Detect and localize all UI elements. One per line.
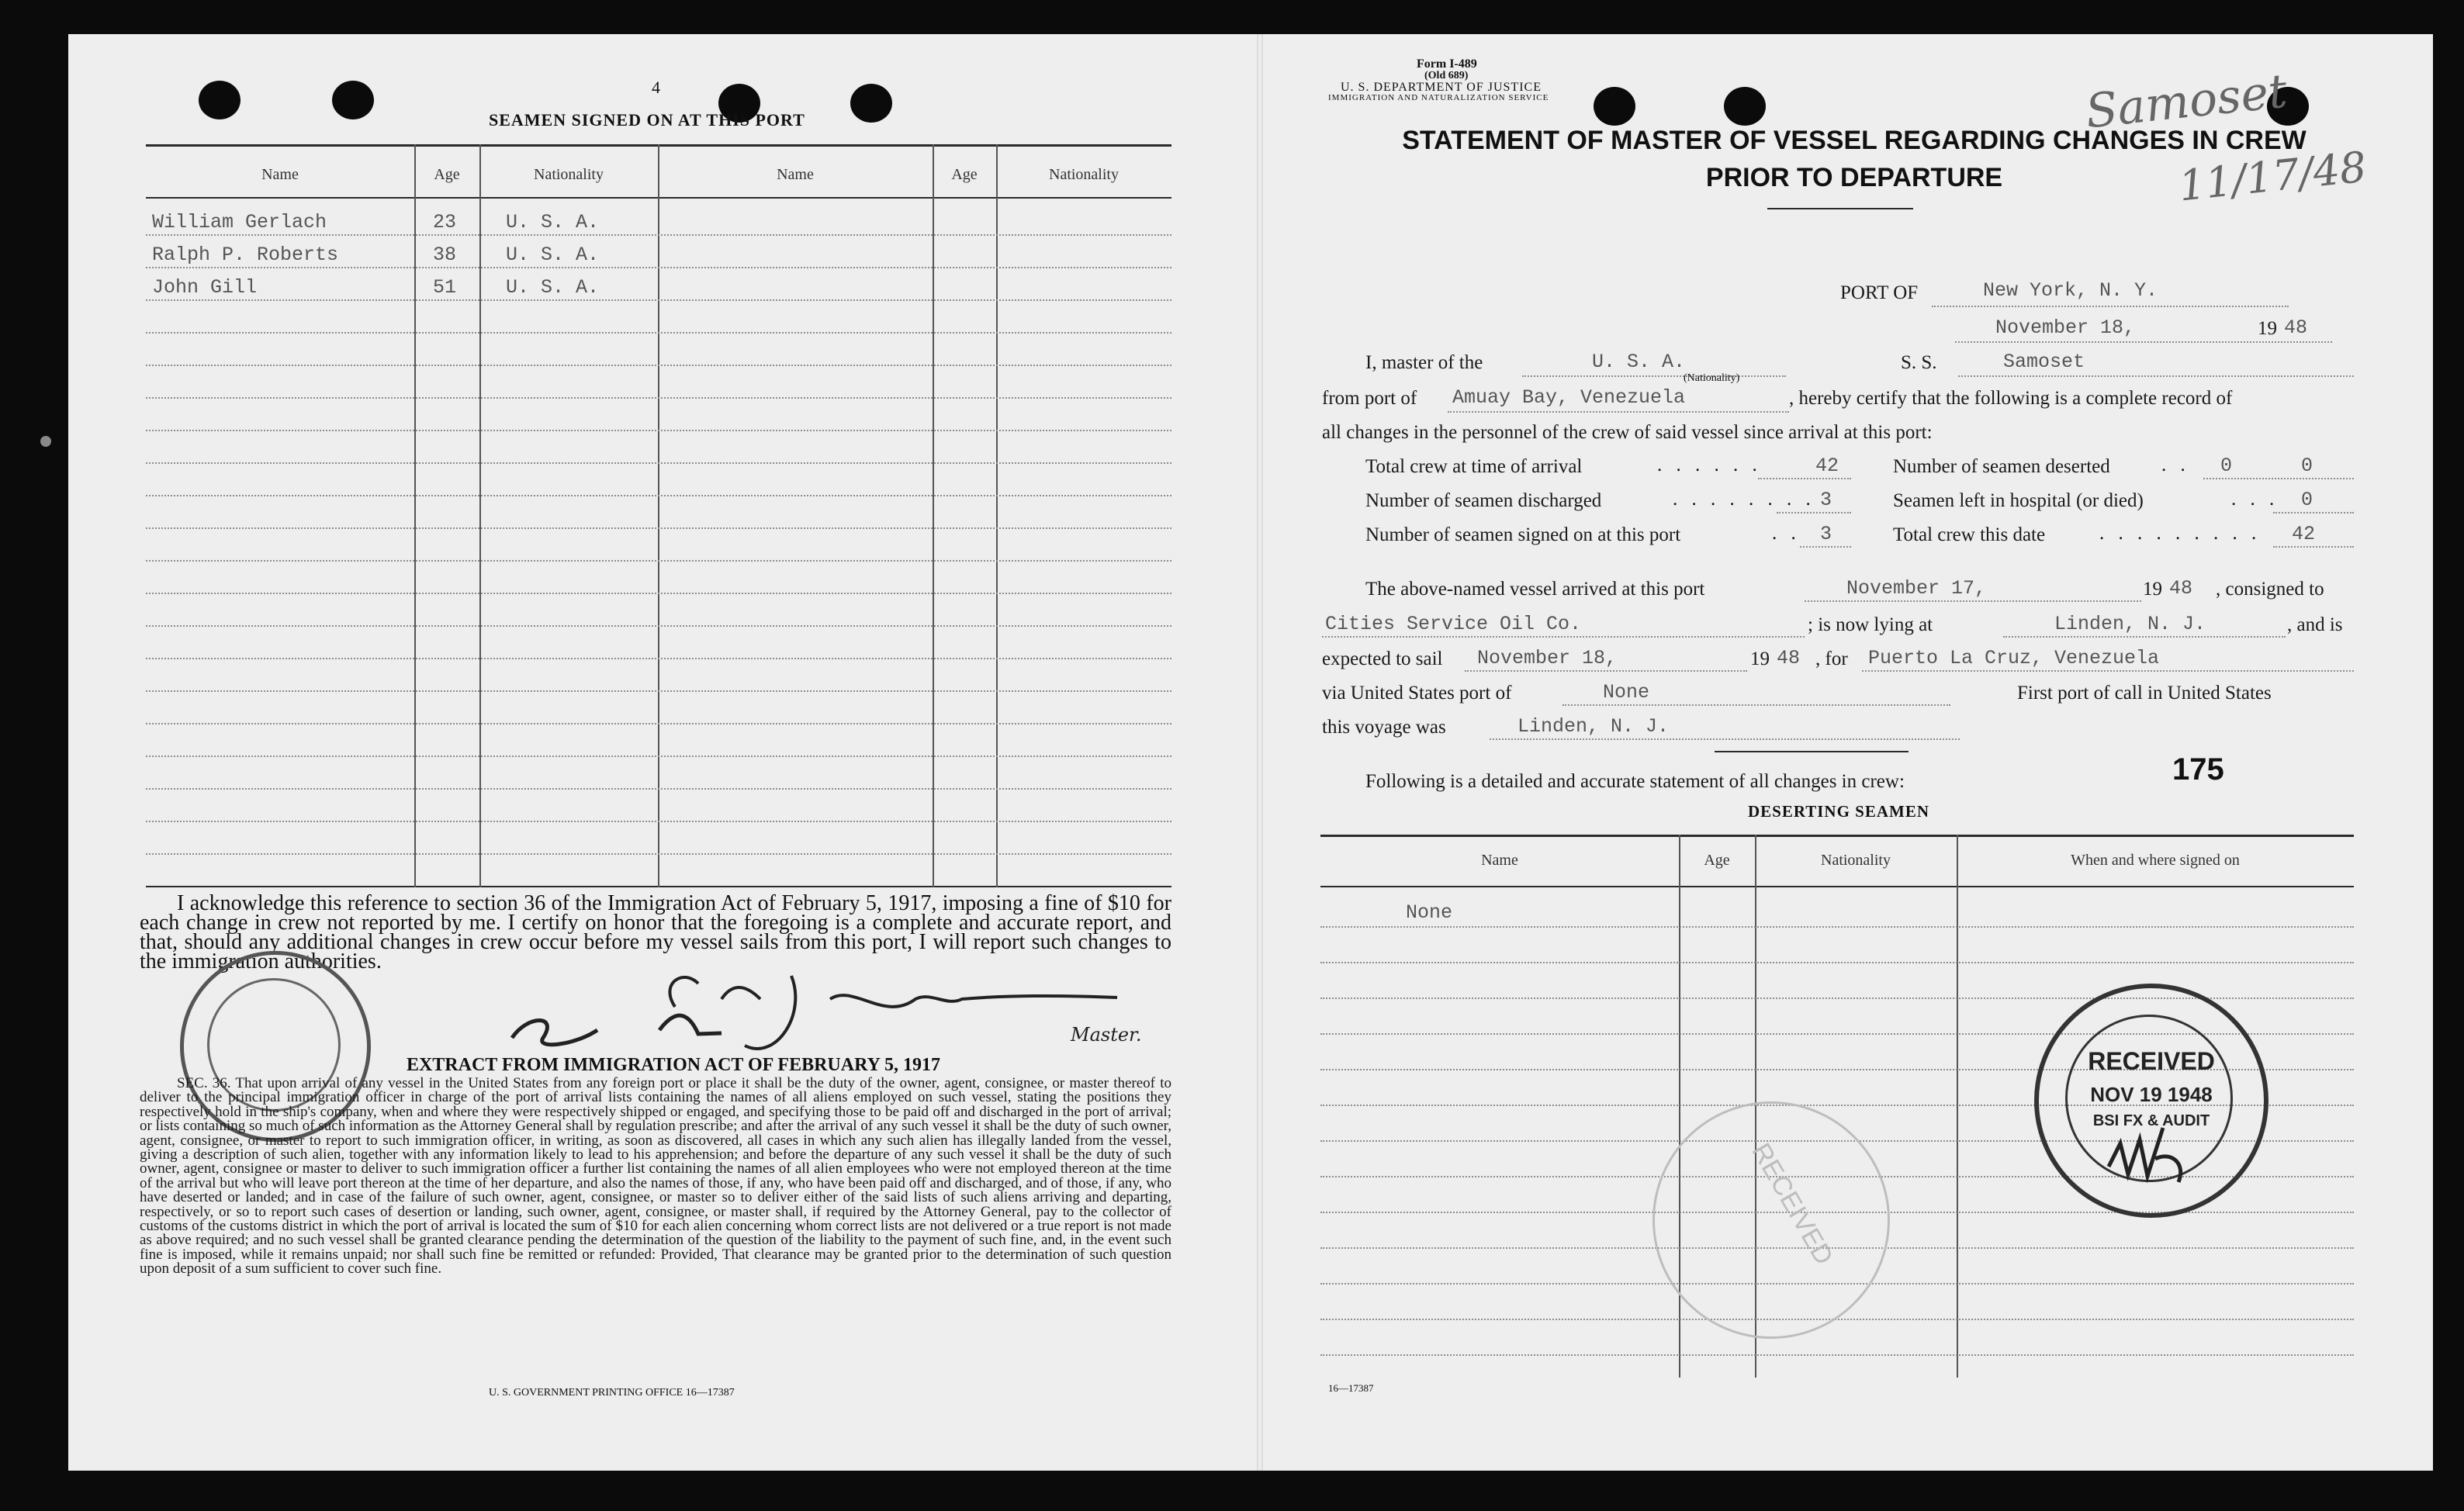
table-rule bbox=[146, 560, 1171, 562]
seaman-age: 51 bbox=[433, 276, 457, 299]
seaman-nationality: U. S. A. bbox=[506, 276, 600, 299]
lying-text: ; is now lying at bbox=[1808, 614, 1933, 635]
col-header-nationality: Nationality bbox=[1821, 852, 1891, 869]
total-date-label: Total crew this date bbox=[1893, 524, 2046, 545]
seaman-name: John Gill bbox=[152, 276, 258, 299]
table-row bbox=[146, 270, 1171, 304]
col-header-nationality: Nationality bbox=[534, 166, 604, 183]
form-subtitle: PRIOR TO DEPARTURE bbox=[1705, 163, 2003, 192]
acknowledgement-text: I acknowledge this reference to section 36 of the Immigration Act of February 5, 1917, imposing a fine of $10 for each change in crew not reported by me. I certify on honor that the foregoing is a complete and accurate report, and that, should any additional changes in crew occur before my vessel sails from this port, I will report such changes to the immigration authorities. bbox=[140, 891, 1171, 973]
discharged-label: Number of seamen discharged bbox=[1365, 490, 1602, 511]
total-arrival-value: 42 bbox=[1815, 455, 1839, 477]
table-rule bbox=[146, 430, 1171, 431]
seaman-nationality: U. S. A. bbox=[506, 211, 600, 233]
table-rule bbox=[1320, 1319, 2354, 1320]
footer-code: 16—17387 bbox=[1328, 1382, 1374, 1394]
seaman-age: 23 bbox=[433, 211, 457, 233]
seaman-age: 38 bbox=[433, 244, 457, 266]
destination: Puerto La Cruz, Venezuela bbox=[1868, 647, 2160, 669]
ss-label: S. S. bbox=[1901, 352, 1937, 373]
received-stamp-date: NOV 19 1948 bbox=[2090, 1083, 2213, 1106]
via-text: via United States port of bbox=[1322, 683, 1512, 704]
and-is-text: , and is bbox=[2287, 614, 2343, 635]
report-date: November 18, bbox=[1995, 316, 2136, 339]
arrived-date: November 17, bbox=[1846, 577, 1987, 600]
following-text: Following is a detailed and accurate statement of all changes in crew: bbox=[1365, 771, 1905, 792]
printer-line: U. S. GOVERNMENT PRINTING OFFICE 16—17387 bbox=[489, 1387, 735, 1399]
table-rule bbox=[146, 723, 1171, 724]
page-fold bbox=[1257, 34, 1263, 1471]
seaman-nationality: U. S. A. bbox=[506, 244, 600, 266]
table-rule bbox=[146, 821, 1171, 822]
via-value: None bbox=[1603, 681, 1650, 704]
hospital-value: 0 bbox=[2301, 489, 2313, 511]
table-row bbox=[146, 205, 1171, 239]
sail-century: 19 bbox=[1750, 648, 1770, 669]
deserted-label: Number of seamen deserted bbox=[1893, 456, 2110, 477]
received-stamp-unit: BSI FX & AUDIT bbox=[2092, 1112, 2210, 1129]
table-rule bbox=[146, 527, 1171, 529]
report-date-century: 19 bbox=[2258, 318, 2277, 339]
from-port-value: Amuay Bay, Venezuela bbox=[1452, 386, 1686, 409]
hospital-label: Seamen left in hospital (or died) bbox=[1893, 490, 2144, 511]
voyage-text: this voyage was bbox=[1322, 717, 1446, 738]
deserted-value: 0 bbox=[2220, 455, 2233, 477]
seamen-signed-on-table bbox=[146, 144, 1171, 889]
vessel-name: Samoset bbox=[2003, 351, 2085, 373]
port-label: PORT OF bbox=[1840, 282, 1919, 303]
col-header-name-2: Name bbox=[777, 166, 814, 183]
table-rule bbox=[1320, 926, 2354, 928]
form-title: STATEMENT OF MASTER OF VESSEL REGARDING CHANGES IN CREW bbox=[1402, 126, 2307, 155]
left-heading: SEAMEN SIGNED ON AT THIS PORT bbox=[489, 110, 805, 130]
signed-on-label: Number of seamen signed on at this port bbox=[1365, 524, 1681, 545]
lying-at: Linden, N. J. bbox=[2054, 613, 2206, 635]
faint-received-stamp: RECEIVED bbox=[1652, 1101, 1890, 1339]
seaman-name: William Gerlach bbox=[152, 211, 327, 233]
consignee: Cities Service Oil Co. bbox=[1325, 613, 1582, 635]
col-header-nationality-2: Nationality bbox=[1049, 166, 1119, 183]
from-port-label: from port of bbox=[1322, 388, 1417, 409]
first-port-text: First port of call in United States bbox=[2017, 683, 2272, 704]
sail-year: 48 bbox=[1777, 647, 1801, 669]
table-rule bbox=[146, 397, 1171, 399]
discharged-value: 3 bbox=[1820, 489, 1832, 511]
punch-hole bbox=[199, 81, 241, 119]
table-rule bbox=[146, 788, 1171, 790]
table-rule bbox=[146, 495, 1171, 496]
master-label: Master. bbox=[1071, 1024, 1142, 1046]
stray-mark bbox=[40, 436, 51, 447]
voyage-value: Linden, N. J. bbox=[1518, 715, 1670, 738]
col-header-age: Age bbox=[434, 166, 460, 183]
total-date-value: 42 bbox=[2292, 523, 2316, 545]
report-date-year: 48 bbox=[2284, 316, 2308, 339]
table-rule bbox=[146, 365, 1171, 366]
col-header-age-2: Age bbox=[951, 166, 978, 183]
nationality-caption: (Nationality) bbox=[1684, 372, 1740, 384]
received-stamp-label: RECEIVED bbox=[2088, 1047, 2215, 1075]
received-stamp bbox=[2034, 984, 2268, 1218]
table-rule bbox=[146, 658, 1171, 659]
seaman-name: Ralph P. Roberts bbox=[152, 244, 339, 266]
master-of-label: I, master of the bbox=[1365, 352, 1483, 373]
arrived-text: The above-named vessel arrived at this port bbox=[1365, 579, 1705, 600]
table-rule bbox=[1320, 962, 2354, 963]
table-rule bbox=[146, 332, 1171, 334]
sail-date: November 18, bbox=[1477, 647, 1618, 669]
port-value: New York, N. Y. bbox=[1983, 279, 2158, 302]
page-number: 4 bbox=[652, 78, 660, 97]
punch-hole bbox=[332, 81, 374, 119]
service-name: IMMIGRATION AND NATURALIZATION SERVICE bbox=[1328, 93, 1549, 102]
nationality-value: U. S. A. bbox=[1592, 351, 1686, 373]
certify-text-2: all changes in the personnel of the crew of said vessel since arrival at this port: bbox=[1322, 422, 1933, 443]
consigned-text: , consigned to bbox=[2216, 579, 2324, 600]
handwritten-date: 11/17/48 bbox=[2176, 142, 2369, 211]
table-rule bbox=[146, 853, 1171, 855]
handwritten-vessel: Samoset bbox=[2083, 64, 2290, 140]
form-old-number: (Old 689) bbox=[1424, 70, 1469, 81]
deserting-heading: DESERTING SEAMEN bbox=[1747, 802, 1930, 821]
table-rule bbox=[146, 756, 1171, 757]
col-header-name: Name bbox=[1481, 852, 1518, 869]
arrived-century: 19 bbox=[2143, 579, 2162, 600]
received-stamp-initials bbox=[2101, 1120, 2202, 1198]
deserting-none: None bbox=[1406, 901, 1453, 924]
signed-on-value: 3 bbox=[1820, 523, 1832, 545]
table-rule bbox=[146, 593, 1171, 594]
form-number: Form I-489 bbox=[1417, 57, 1477, 71]
extract-text: SEC. 36. That upon arrival of any vessel in the United States from any foreign port or place it shall be the duty of the owner, agent, consignee, or master thereof to deliver to the principal immigration officer in charge of the port of arrival lists containing the names of all aliens employed on such vessel, stating the positions they respectively hold in the ship's company, when and where they were respectively shipped or engaged, and specifying those to be paid off and discharged in the port of arrival; or lists containing so much of such information as the Attorney General shall by regulation prescribe; and after the arrival of any such vessel it shall be the duty of such owner, agent, consignee, or master to report to such immigration officer, in writing, as soon as discovered, all cases in which any such alien has illegally landed from the vessel, giving a description of such alien, together with any information likely to lead to his apprehension; and before the departure of any such vessel it shall be the duty of such owner, agent, consignee or master to deliver to such immigration officer a further list containing the names of all alien employees who were not employed thereon at the time of the arrival but who will leave port thereon at the time of her departure, and also the names of those, if any, who have been paid off and discharged, and of those, if any, who have deserted or landed; and in case of the failure of such owner, agent, consignee, or master so to deliver either of the said lists of such aliens arriving and departing, respectively, or so to report such cases of desertion or landing, such owner, agent, consignee, or master shall, if required by the Attorney General, pay to the collector of customs of the customs district in which the port of arrival is located the sum of $10 for each alien concerning whom correct lists are not delivered or a true report is not made as above required; and no such vessel shall be granted clearance pending the determination of the question of the liability to the payment of such fine, and, in the event such fine is imposed, while it remains unpaid; nor shall such fine be remitted or refunded: Provided, That clearance may be granted prior to the determination of such question upon deposit of a sum sufficient to cover such fine. bbox=[140, 1075, 1171, 1278]
certify-text: , hereby certify that the following is a complete record of bbox=[1789, 388, 2233, 409]
punch-hole bbox=[850, 84, 892, 123]
for-text: , for bbox=[1815, 648, 1848, 669]
table-rule bbox=[1320, 1354, 2354, 1356]
department-name: U. S. DEPARTMENT OF JUSTICE bbox=[1341, 81, 1542, 94]
total-arrival-label: Total crew at time of arrival bbox=[1365, 456, 1583, 477]
expected-text: expected to sail bbox=[1322, 648, 1443, 669]
deserted-value-2: 0 bbox=[2301, 455, 2313, 477]
col-header-name: Name bbox=[261, 166, 299, 183]
col-header-when-where: When and where signed on bbox=[2071, 852, 2240, 869]
punch-hole bbox=[1594, 87, 1635, 126]
punch-hole bbox=[1724, 87, 1766, 126]
col-header-age: Age bbox=[1704, 852, 1730, 869]
table-row bbox=[146, 237, 1171, 271]
stamp-number: 175 bbox=[2172, 752, 2224, 787]
table-rule bbox=[146, 690, 1171, 692]
table-rule bbox=[146, 462, 1171, 464]
table-rule bbox=[146, 625, 1171, 627]
extract-heading: EXTRACT FROM IMMIGRATION ACT OF FEBRUARY 5, 1917 bbox=[406, 1055, 941, 1075]
arrived-year: 48 bbox=[2169, 577, 2193, 600]
